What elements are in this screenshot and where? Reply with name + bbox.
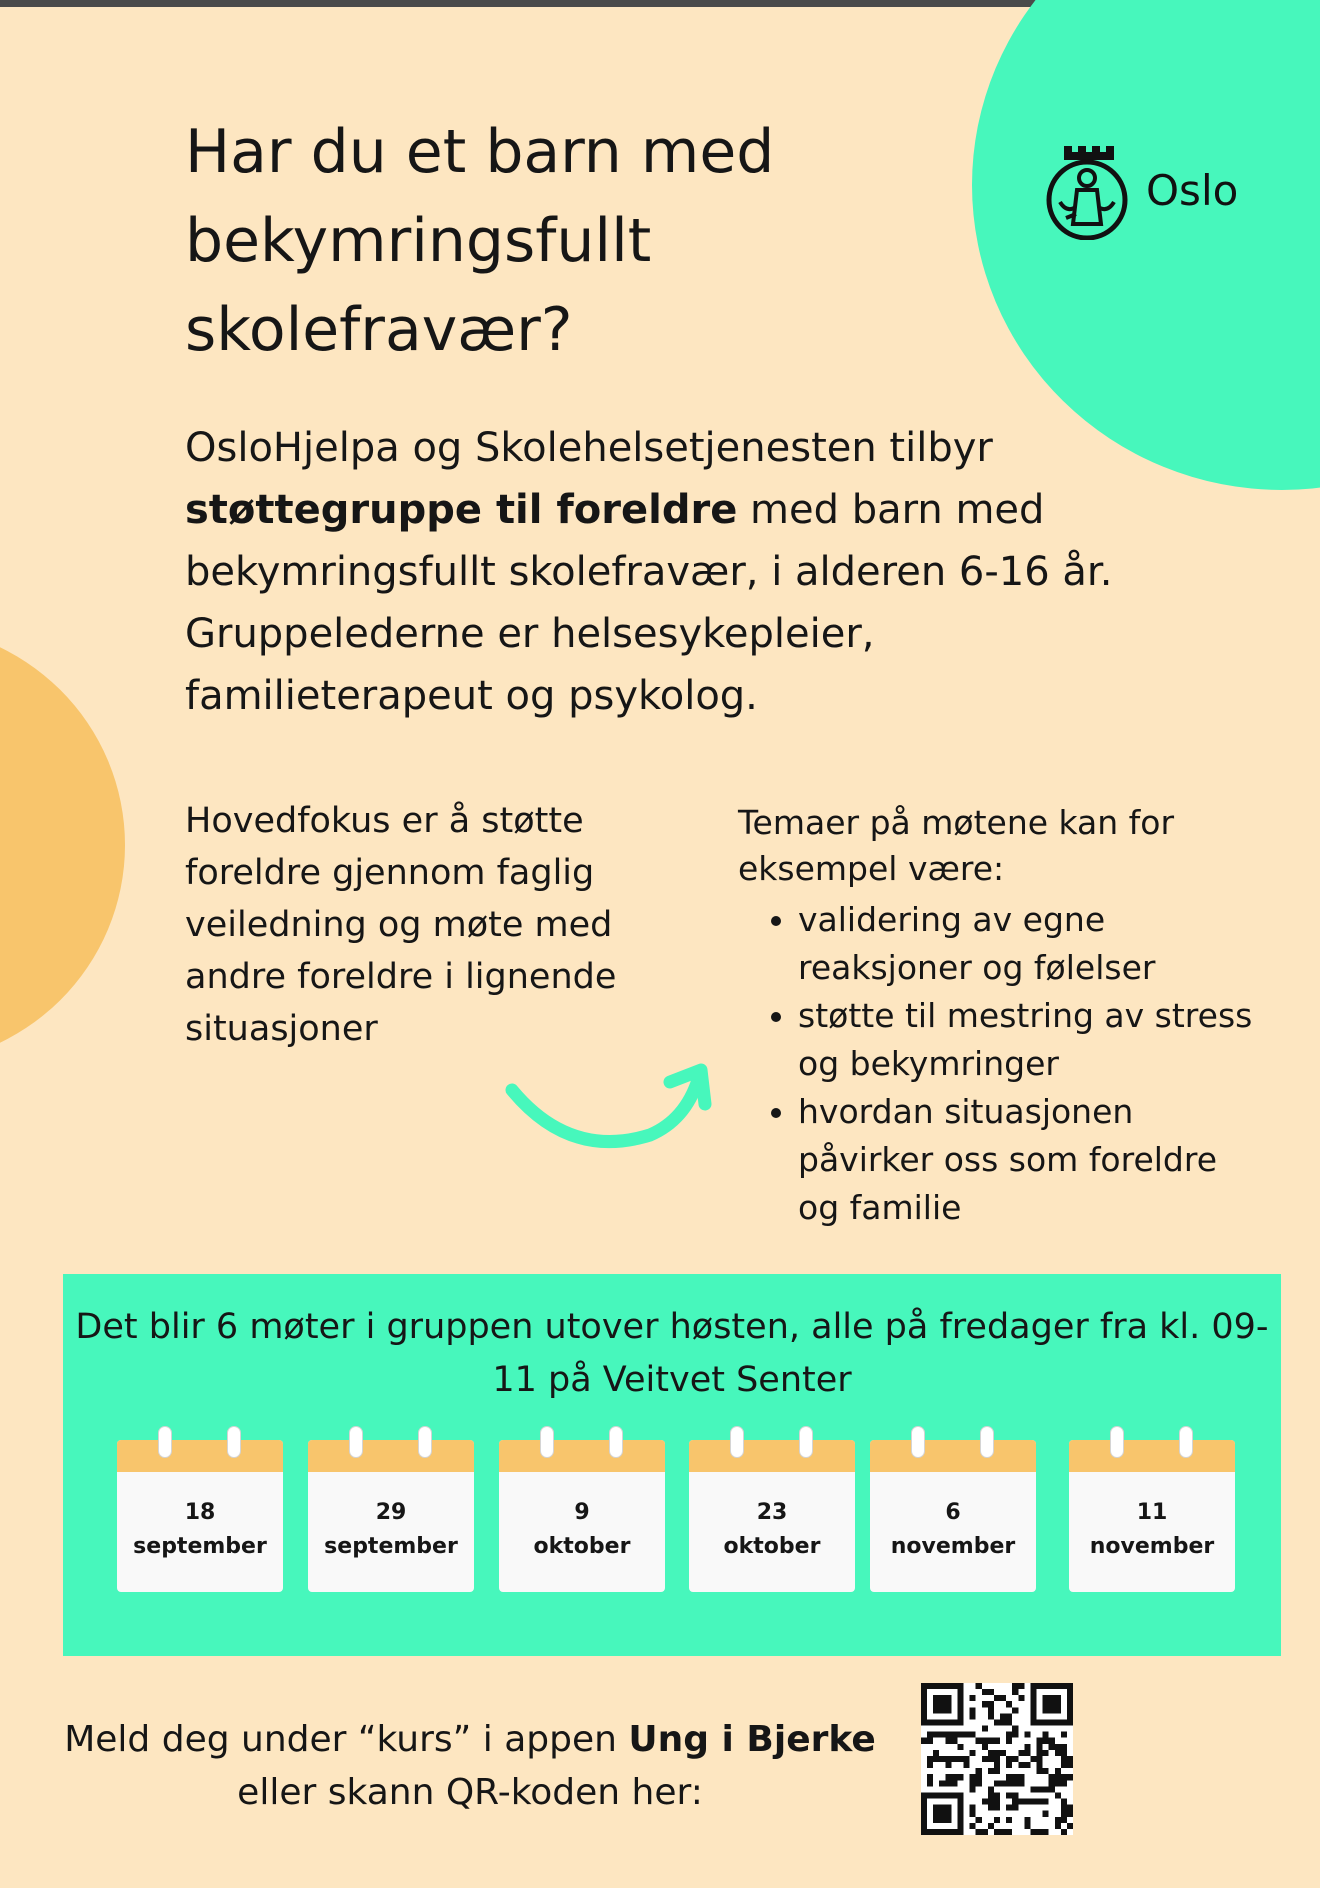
calendar-day: 11 bbox=[1136, 1500, 1168, 1525]
calendar-icon bbox=[689, 1440, 855, 1592]
calendar-month: november bbox=[1089, 1534, 1215, 1559]
signup-text-line2: eller skann QR-koden her: bbox=[237, 1772, 703, 1813]
intro-text-end: med barn med bekymringsfullt skolefravær, i alderen 6-16 år. Gruppelederne er helsesykepleier, familieterapeut og psykolog. bbox=[185, 487, 1113, 719]
sessions-info: Det blir 6 møter i gruppen utover høsten, alle på fredager fra kl. 09-11 på Veitvet Senter bbox=[75, 1307, 1269, 1400]
app-name: Ung i Bjerke bbox=[628, 1719, 876, 1760]
calendar-date bbox=[870, 1426, 1036, 1592]
calendar-day: 9 bbox=[574, 1500, 590, 1525]
oslo-coat-of-arms-icon bbox=[1042, 140, 1132, 240]
theme-item: • validering av egne reaksjoner og følelser bbox=[798, 896, 1258, 992]
qr-code-icon bbox=[921, 1683, 1073, 1835]
calendar-month: oktober bbox=[723, 1534, 821, 1559]
calendar-icon bbox=[1069, 1440, 1235, 1592]
signup-text-start: Meld deg under “kurs” i appen bbox=[64, 1719, 629, 1760]
calendar-icon bbox=[308, 1440, 474, 1592]
calendar-day: 29 bbox=[375, 1500, 407, 1525]
curved-arrow-icon bbox=[500, 1060, 720, 1170]
theme-item: • hvordan situasjonen påvirker oss som foreldre og familie bbox=[798, 1088, 1258, 1232]
signup-text bbox=[60, 1713, 880, 1819]
calendar-month: september bbox=[324, 1534, 458, 1559]
intro-highlight: støttegruppe til foreldre bbox=[185, 487, 738, 533]
calendar-date bbox=[689, 1426, 855, 1592]
calendar-date bbox=[499, 1426, 665, 1592]
calendar-icon bbox=[499, 1440, 665, 1592]
oslo-logo bbox=[1042, 140, 1238, 240]
themes-section bbox=[738, 800, 1258, 1232]
focus-paragraph: Hovedfokus er å støtte foreldre gjennom faglig veiledning og møte med andre foreldre i lignende situasjoner bbox=[185, 801, 617, 1049]
logo-text: Oslo bbox=[1146, 165, 1239, 215]
theme-item: • støtte til mestring av stress og bekymringer bbox=[798, 992, 1258, 1088]
calendar-icon bbox=[117, 1440, 283, 1592]
calendar-day: 6 bbox=[945, 1500, 961, 1525]
decorative-orange-circle bbox=[0, 625, 125, 1065]
calendar-date bbox=[117, 1426, 283, 1592]
themes-intro: Temaer på møtene kan for eksempel være: bbox=[738, 803, 1175, 888]
intro-paragraph bbox=[185, 417, 1185, 727]
themes-list bbox=[738, 896, 1258, 1232]
calendar-day: 23 bbox=[756, 1500, 788, 1525]
calendar-date bbox=[308, 1426, 474, 1592]
calendar-month: november bbox=[890, 1534, 1016, 1559]
sessions-box bbox=[63, 1274, 1281, 1656]
page-title: Har du et barn med bekymringsfullt skolefravær? bbox=[185, 117, 775, 365]
calendar-month: september bbox=[133, 1534, 267, 1559]
calendar-icon bbox=[870, 1440, 1036, 1592]
calendar-month: oktober bbox=[533, 1534, 631, 1559]
intro-text-start: OsloHjelpa og Skolehelsetjenesten tilbyr bbox=[185, 425, 993, 471]
calendar-day: 18 bbox=[184, 1500, 216, 1525]
qr-code[interactable] bbox=[921, 1683, 1073, 1835]
calendar-date bbox=[1069, 1426, 1235, 1592]
